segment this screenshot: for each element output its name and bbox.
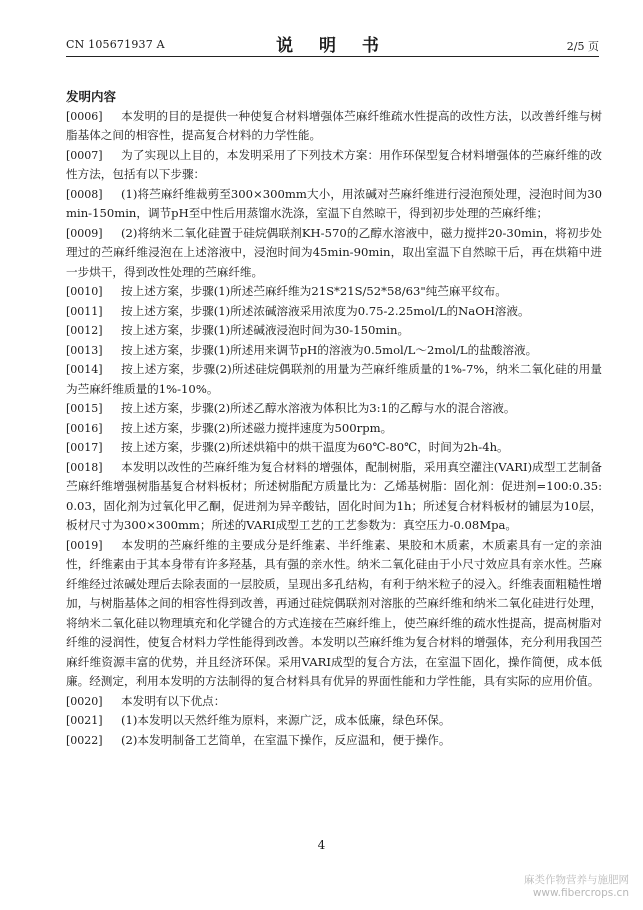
- paragraph-text: 按上述方案，步骤(2)所述硅烷偶联剂的用量为苎麻纤维质量的1%-7%，纳米二氧化硅的用量为苎麻纤维质量的1%-10%。: [66, 362, 602, 396]
- site-watermark: [524, 874, 629, 900]
- paragraph-text: (2)将纳米二氧化硅置于硅烷偶联剂KH-570的乙醇水溶液中，磁力搅拌20-30min，将初步处理过的苎麻纤维浸泡在上述溶液中，浸泡时间为45min-90min，取出室温下自然晾干后，再在烘箱中进一步烘干，得到改性处理的苎麻纤维。: [66, 225, 602, 279]
- paragraph: [66, 302, 602, 322]
- paragraph-number: [0009]: [66, 226, 103, 240]
- paragraph: [66, 341, 602, 361]
- paragraph-text: 按上述方案，步骤(2)所述乙醇水溶液为体积比为3:1的乙醇与水的混合溶液。: [121, 401, 516, 415]
- paragraph-number: [0012]: [66, 324, 103, 337]
- paragraph-text: (1)将苎麻纤维裁剪至300×300mm大小，用浓碱对苎麻纤维进行浸泡预处理，浸泡时间为30min-150min，调节pH至中性后用蒸馏水洗涤，室温下自然晾干，得到初步处理的苎麻纤维；: [66, 186, 602, 220]
- paragraph-text: 本发明的苎麻纤维的主要成分是纤维素、半纤维素、果胶和木质素，木质素具有一定的亲油性，纤维素由于其本身带有许多羟基，具有强的亲水性。纳米二氧化硅由于小尺寸效应具有亲水性。苎麻纤维经过浓碱处理后去除表面的一层胶质，呈现出多孔结构，有利于纳米粒子的浸入。纤维表面粗糙性增加，与树脂基体之间的相容性得到改善，再通过硅烷偶联剂对溶胀的苎麻纤维和纳米二氧化硅进行处理，将纳米二氧化硅以物理填充和化学键合的方式连接在苎麻纤维上，使苎麻纤维的疏水性提高，提高树脂对纤维的浸润性，使复合材料力学性能得到改善。本发明以苎麻纤维为复合材料的增强体，充分利用我国苎麻纤维资源丰富的优势，并且经济环保。采用VARI成型的复合方法，在室温下固化，操作简便，成本低廉。经测定，利用本发明的方法制得的复合材料具有优异的界面性能和力学性能，具有实际的应用价值。: [66, 537, 602, 688]
- paragraph-number: [0017]: [66, 441, 103, 454]
- paragraph-number: [0015]: [66, 402, 103, 415]
- paragraph-text: 按上述方案，步骤(1)所述苎麻纤维为21S*21S/52*58/63"纯苎麻平纹布。: [121, 284, 507, 298]
- paragraph: [66, 438, 602, 458]
- paragraph: [66, 321, 602, 341]
- paragraph: [66, 185, 602, 224]
- watermark-url: www.fibercrops.cn: [532, 887, 629, 899]
- paragraph: [66, 107, 602, 146]
- paragraph-text: 按上述方案，步骤(1)所述用来调节pH的溶液为0.5mol/L～2mol/L的盐酸溶液。: [121, 342, 538, 357]
- paragraph-text: (2)本发明制备工艺简单，在室温下操作，反应温和，便于操作。: [121, 732, 451, 747]
- paragraph: [66, 399, 602, 419]
- paragraph-number: [0016]: [66, 421, 103, 435]
- paragraph-number: [0022]: [66, 733, 103, 747]
- paragraph-number: [0010]: [66, 285, 103, 298]
- paragraph: [66, 731, 602, 751]
- paragraph: [66, 692, 602, 712]
- page-header: [66, 30, 599, 57]
- paragraph-number: [0011]: [66, 304, 103, 318]
- paragraph-text: 按上述方案，步骤(1)所述碱液浸泡时间为30-150min。: [121, 323, 410, 337]
- page-number: 4: [317, 838, 326, 852]
- paragraph: [66, 419, 602, 439]
- watermark-site-name: 麻类作物营养与施肥网: [524, 874, 629, 886]
- paragraph-text: 为了实现以上目的，本发明采用了下列技术方案：用作环保型复合材料增强体的苎麻纤维的改性方法，包括有以下步骤：: [66, 147, 602, 181]
- page-indicator: 2/5 页: [566, 40, 599, 53]
- paragraph-number: [0020]: [66, 694, 103, 708]
- paragraph-text: 本发明以改性的苎麻纤维为复合材料的增强体，配制树脂，采用真空灌注(VARI)成型工艺制备苎麻纤维增强树脂基复合材料板材；所述树脂配方质量比为：乙烯基树脂：固化剂：促进剂=100:0.35:0.03，固化剂为过氧化甲乙酮，促进剂为异辛酸钴，固化时间为1h；所述复合材料板材的铺层为10层，板材尺寸为300×300mm；所述的VARI成型工艺的工艺参数为：真空压力-0.08Mpa。: [66, 459, 602, 532]
- patent-number: CN 105671937 A: [66, 38, 165, 51]
- paragraph-number: [0008]: [66, 187, 103, 201]
- document-title: 说 明 书: [276, 36, 389, 56]
- paragraph-text: 本发明有以下优点：: [121, 693, 226, 708]
- paragraph-text: (1)本发明以天然纤维为原料，来源广泛，成本低廉，绿色环保。: [121, 713, 451, 727]
- paragraph: [66, 711, 602, 731]
- document-body: [66, 87, 602, 750]
- paragraph: [66, 536, 602, 692]
- paragraph-number: [0018]: [66, 460, 103, 474]
- paragraph-text: 按上述方案，步骤(1)所述浓碱溶液采用浓度为0.75-2.25mol/L的NaOH溶液。: [121, 303, 530, 318]
- paragraph-text: 本发明的目的是提供一种使复合材料增强体苎麻纤维疏水性提高的改性方法，以改善纤维与树脂基体之间的相容性，提高复合材料的力学性能。: [66, 108, 602, 142]
- section-title: 发明内容: [66, 89, 117, 104]
- paragraph: [66, 146, 602, 185]
- paragraph: [66, 360, 602, 399]
- paragraph-number: [0006]: [66, 109, 103, 123]
- paragraph: [66, 282, 602, 302]
- paragraph-number: [0019]: [66, 538, 103, 552]
- paragraph-text: 按上述方案，步骤(2)所述烘箱中的烘干温度为60℃-80℃，时间为2h-4h。: [121, 440, 509, 454]
- paragraph: [66, 458, 602, 536]
- paragraph-number: [0021]: [66, 714, 103, 727]
- paragraph-number: [0013]: [66, 343, 103, 357]
- paragraph-text: 按上述方案，步骤(2)所述磁力搅拌速度为500rpm。: [121, 420, 393, 435]
- paragraph-number: [0007]: [66, 148, 103, 162]
- paragraph: [66, 224, 602, 283]
- paragraph-number: [0014]: [66, 363, 103, 376]
